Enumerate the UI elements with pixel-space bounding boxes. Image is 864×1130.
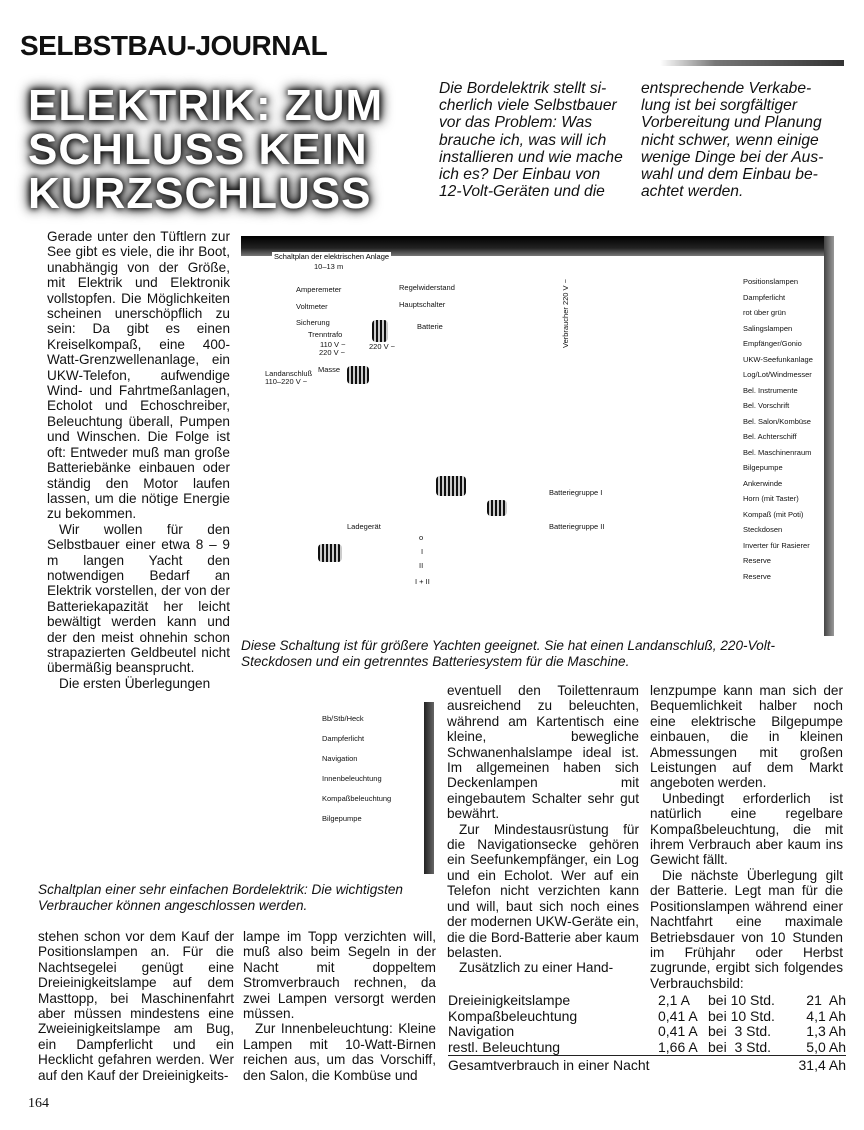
label-trenntrafo: Trenntrafo xyxy=(308,330,343,339)
intro-line: wenige Dinge bei der Aus- xyxy=(641,148,824,166)
label-verbraucher: Verbraucher 220 V ~ xyxy=(561,278,570,348)
column-4 xyxy=(650,683,843,991)
consumer-item: Kompaß (mit Poti) xyxy=(743,509,804,519)
label-batterie: Batterie xyxy=(417,322,443,331)
cell-ah: 1,3 Ah xyxy=(806,1023,846,1039)
cell-ah: 21 Ah xyxy=(806,992,846,1008)
cell-amp: 0,41 A xyxy=(658,1007,698,1024)
headline-line-2: SCHLUSS KEIN xyxy=(28,125,368,174)
consumer-item: UKW-Seefunkanlage xyxy=(743,354,813,364)
trafo-symbol xyxy=(372,320,388,342)
intro-line: wahl und dem Einbau be- xyxy=(641,166,818,184)
table-total-row xyxy=(448,1056,846,1074)
table-row xyxy=(448,1024,846,1040)
consumer-item: Steckdosen xyxy=(743,525,783,534)
intro-line: entsprechende Verkabe- xyxy=(641,80,812,97)
label-landanschluss-voltage: 110–220 V ~ xyxy=(265,377,308,386)
switch-pos-both: I + II xyxy=(415,577,430,586)
consumer-item: Dampferlicht xyxy=(743,292,786,302)
intro-line: brauche ich, was will ich xyxy=(439,131,607,149)
consumer-item: Salingslampen xyxy=(743,323,793,333)
column-1 xyxy=(47,229,230,691)
table-row xyxy=(448,993,846,1009)
label-220v-b: 220 V ~ xyxy=(369,342,396,351)
paragraph: lampe im Topp verzichten will, muß also beim Segeln in der Nacht mit doppeltem Stromverbrauch rechnen, da zwei Lampen versorgt werden müssen. xyxy=(243,929,436,1022)
label-batteriegruppe-2: Batteriegruppe II xyxy=(549,522,605,531)
bottom-column-2 xyxy=(243,929,436,1083)
total-label: Gesamtverbrauch in einer Nacht xyxy=(448,1057,650,1073)
intro-line: vor das Problem: Was xyxy=(439,114,593,132)
intro-line: cherlich viele Selbstbauer xyxy=(439,97,617,115)
total-value: 31,4 Ah xyxy=(798,1057,846,1073)
paragraph: Wir wollen für den Selbstbauer einer etwa 8 – 9 m langen Yacht den notwendigen Bedarf an Elektrik vorstellen, der von der Batteriekapazität her leicht bewältigt werden kann und der den meist ohnehin schon strapazierten Geldbeutel nicht übermäßig beansprucht. xyxy=(47,521,230,676)
table-row xyxy=(448,1040,846,1056)
diagram-2-bus-bar xyxy=(424,702,434,874)
switch-pos-off: o xyxy=(419,533,424,542)
paragraph: Gerade unter den Tüftlern zur See gibt es viele, die ihr Boot, unabhängig von der Größe, mit Elektrik und Elektronik vollstopfen. Die Möglichkeiten scheinen unerschöpflich zu sein: Da gibt es einen Kreiselkompaß, eine 400-Watt-Grenzwellenanlage, ein UKW-Telefon, aufwendige Wind- und Fahrtmeßanlagen, Echolot und Echoschreiber, Beleuchtung überall, Pumpen und Winschen. Die Folge ist oft: Entweder muß man große Batteriebänke einbauen oder ständig den Motor laufen lassen, um die nötige Energie zu bekommen. xyxy=(47,229,230,522)
cell-name: Navigation xyxy=(448,1023,515,1039)
label-ladegeraet: Ladegerät xyxy=(347,522,381,531)
diagram-subtitle: 10–13 m xyxy=(314,262,344,271)
intro-line: installieren und wie mache xyxy=(439,148,623,166)
cell-ah: 4,1 Ah xyxy=(806,1007,846,1024)
switch-pos-2: II xyxy=(419,561,424,570)
consumer-item: Bel. Vorschrift xyxy=(743,401,790,410)
diagram-2-item: Innenbeleuchtung xyxy=(322,774,382,783)
consumer-list xyxy=(743,277,833,587)
paragraph: Zur Mindestausrüstung für die Navigationsecke gehören ein Seefunkempfänger, ein Log und ein Echolot. Wer auf ein Telefon nicht verzichten kann und will, baut sich noch eines der modernen UKW-Geräte ein, die die Bord-Batterie aber kaum belasten. xyxy=(447,821,639,960)
paragraph: Die nächste Überlegung gilt der Batterie. Legt man für die Positionslampen während einer Nachtfahrt eine maximale Betriebsdauer von 10 Stunden im Frühjahr oder Herbst zugrunde, ergibt sich folgendes Verbrauchsbild: xyxy=(650,867,843,991)
charger-symbol xyxy=(318,544,342,562)
caption-diagram-1: Diese Schaltung ist für größere Yachten geeignet. Sie hat einen Landanschluß, 220-Volt-Steckdosen und ein getrenntes Batteriesystem für die Maschine. xyxy=(241,638,776,669)
paragraph: Die ersten Überlegungen xyxy=(59,675,211,691)
table-row xyxy=(448,1009,846,1025)
consumer-item: Horn (mit Taster) xyxy=(743,494,799,503)
label-regelwiderstand: Regelwiderstand xyxy=(399,283,455,292)
label-landanschluss: Landanschluß xyxy=(265,369,313,378)
diagram-2-item: Bilgepumpe xyxy=(322,814,362,823)
cell-name: Kompaßbeleuchtung xyxy=(448,1007,578,1024)
headline-line-1: ELEKTRIK: ZUM xyxy=(28,81,384,130)
label-masse: Masse xyxy=(318,365,341,374)
cell-amp: 2,1 A xyxy=(658,992,690,1008)
paragraph: Zur Innenbeleuchtung: Kleine Lampen mit 10-Watt-Birnen reichen aus, um das Vorschiff, den Salon, die Kombüse und xyxy=(243,1021,436,1083)
headline-line-3: KURZSCHLUSS xyxy=(28,169,372,218)
battery-2-symbol xyxy=(487,500,507,516)
cell-duration: bei 10 Std. xyxy=(708,992,775,1008)
bottom-column-1 xyxy=(38,929,234,1083)
label-sicherung: Sicherung xyxy=(296,318,330,327)
consumer-item: Ankerwinde xyxy=(743,478,783,488)
paragraph: stehen schon vor dem Kauf der Positionslampen an. Für die Nachtsegelei genügt eine Dreieinigkeitslampe auf dem Masttopp, bei Maschinenfahrt aber müssen mindestens eine Zweieinigkeitslampe am Bug, ein Dampferlicht und ein Hecklicht gefahren werden. Wer auf den Kauf der Dreieinigkeits- xyxy=(38,929,234,1083)
consumer-item: Empfänger/Gonio xyxy=(743,339,802,348)
consumer-item: Inverter für Rasierer xyxy=(743,540,810,550)
consumer-item: Bel. Achterschiff xyxy=(743,432,797,441)
cell-amp: 1,66 A xyxy=(658,1038,698,1055)
diagram-2-list xyxy=(322,714,422,834)
switch-pos-1: I xyxy=(421,547,424,556)
consumer-item: Bel. Salon/Kombüse xyxy=(743,416,811,426)
cell-duration: bei 3 Std. xyxy=(708,1038,772,1055)
consumer-item: rot über grün xyxy=(743,308,786,317)
paragraph: Zusätzlich zu einer Hand- xyxy=(459,960,614,976)
header-rule xyxy=(660,60,844,66)
paragraph: eventuell den Toilettenraum ausreichend zu beleuchten, während am Kartentisch eine kleine, bewegliche Schwanenhalslampe ideal ist. Im allgemeinen haben sich Deckenlampen mit eingebautem Schalter sehr gut bewährt. xyxy=(447,683,639,822)
cell-duration: bei 10 Std. xyxy=(708,1007,775,1024)
label-voltmeter: Voltmeter xyxy=(296,302,328,311)
consumer-item: Bilgepumpe xyxy=(743,463,783,472)
diagram-title: Schaltplan der elektrischen Anlage xyxy=(274,252,390,261)
cell-ah: 5,0 Ah xyxy=(806,1038,846,1055)
consumer-item: Bel. Instrumente xyxy=(743,385,798,395)
label-batteriegruppe-1: Batteriegruppe I xyxy=(549,488,603,497)
consumer-item: Bel. Maschinenraum xyxy=(743,447,812,457)
intro-left xyxy=(439,80,639,200)
intro-right xyxy=(641,80,846,200)
consumer-item: Reserve xyxy=(743,571,771,581)
column-3 xyxy=(447,683,639,976)
cell-duration: bei 3 Std. xyxy=(708,1023,772,1039)
intro-line: achtet werden. xyxy=(641,183,744,201)
intro-line: lung ist bei sorgfältiger xyxy=(641,97,798,115)
caption-diagram-2: Schaltplan einer sehr einfachen Bordelektrik: Die wichtigsten Verbraucher können angeschlossen werden. xyxy=(38,882,403,913)
intro-line: ich es? Der Einbau von xyxy=(439,166,601,184)
label-hauptschalter: Hauptschalter xyxy=(399,300,446,309)
consumption-table xyxy=(448,993,846,1074)
intro-line: 12-Volt-Geräten und die xyxy=(439,183,605,201)
diagram-2-item: Dampferlicht xyxy=(322,734,365,743)
landanschluss-symbol xyxy=(347,366,369,384)
cell-name: Dreieinigkeitslampe xyxy=(448,992,571,1008)
consumer-item: Positionslampen xyxy=(743,277,799,286)
paragraph: lenzpumpe kann man sich der Bequemlichkeit halber noch eine elektrische Bilgepumpe einbauen, die in kleinen Abmessungen mit großen Leistungen auf dem Markt angeboten werden. xyxy=(650,683,843,791)
intro-line: Vorbereitung und Planung xyxy=(641,114,822,132)
label-amperemeter: Amperemeter xyxy=(296,285,342,294)
label-110v: 110 V ~ xyxy=(320,340,346,349)
diagram-2-item: Bb/Stb/Heck xyxy=(322,714,364,723)
consumer-item: Reserve xyxy=(743,556,771,565)
diagram-2-item: Kompaßbeleuchtung xyxy=(322,794,392,803)
paragraph: Unbedingt erforderlich ist natürlich eine regelbare Kompaßbeleuchtung, die mit ihrem Verbrauch aber kaum ins Gewicht fällt. xyxy=(650,790,843,868)
cell-name: restl. Beleuchtung xyxy=(448,1038,561,1055)
headline xyxy=(28,81,384,218)
label-220v: 220 V ~ xyxy=(319,348,346,357)
battery-1-symbol xyxy=(436,476,466,496)
page-number: 164 xyxy=(28,1096,49,1111)
consumer-item: Log/Lot/Windmesser xyxy=(743,370,812,379)
cell-amp: 0,41 A xyxy=(658,1023,698,1039)
diagram-2-item: Navigation xyxy=(322,754,358,763)
intro-line: Die Bordelektrik stellt si- xyxy=(439,80,607,97)
intro-line: nicht schwer, wenn einige xyxy=(641,131,819,149)
journal-title: SELBSTBAU-JOURNAL xyxy=(20,30,328,61)
